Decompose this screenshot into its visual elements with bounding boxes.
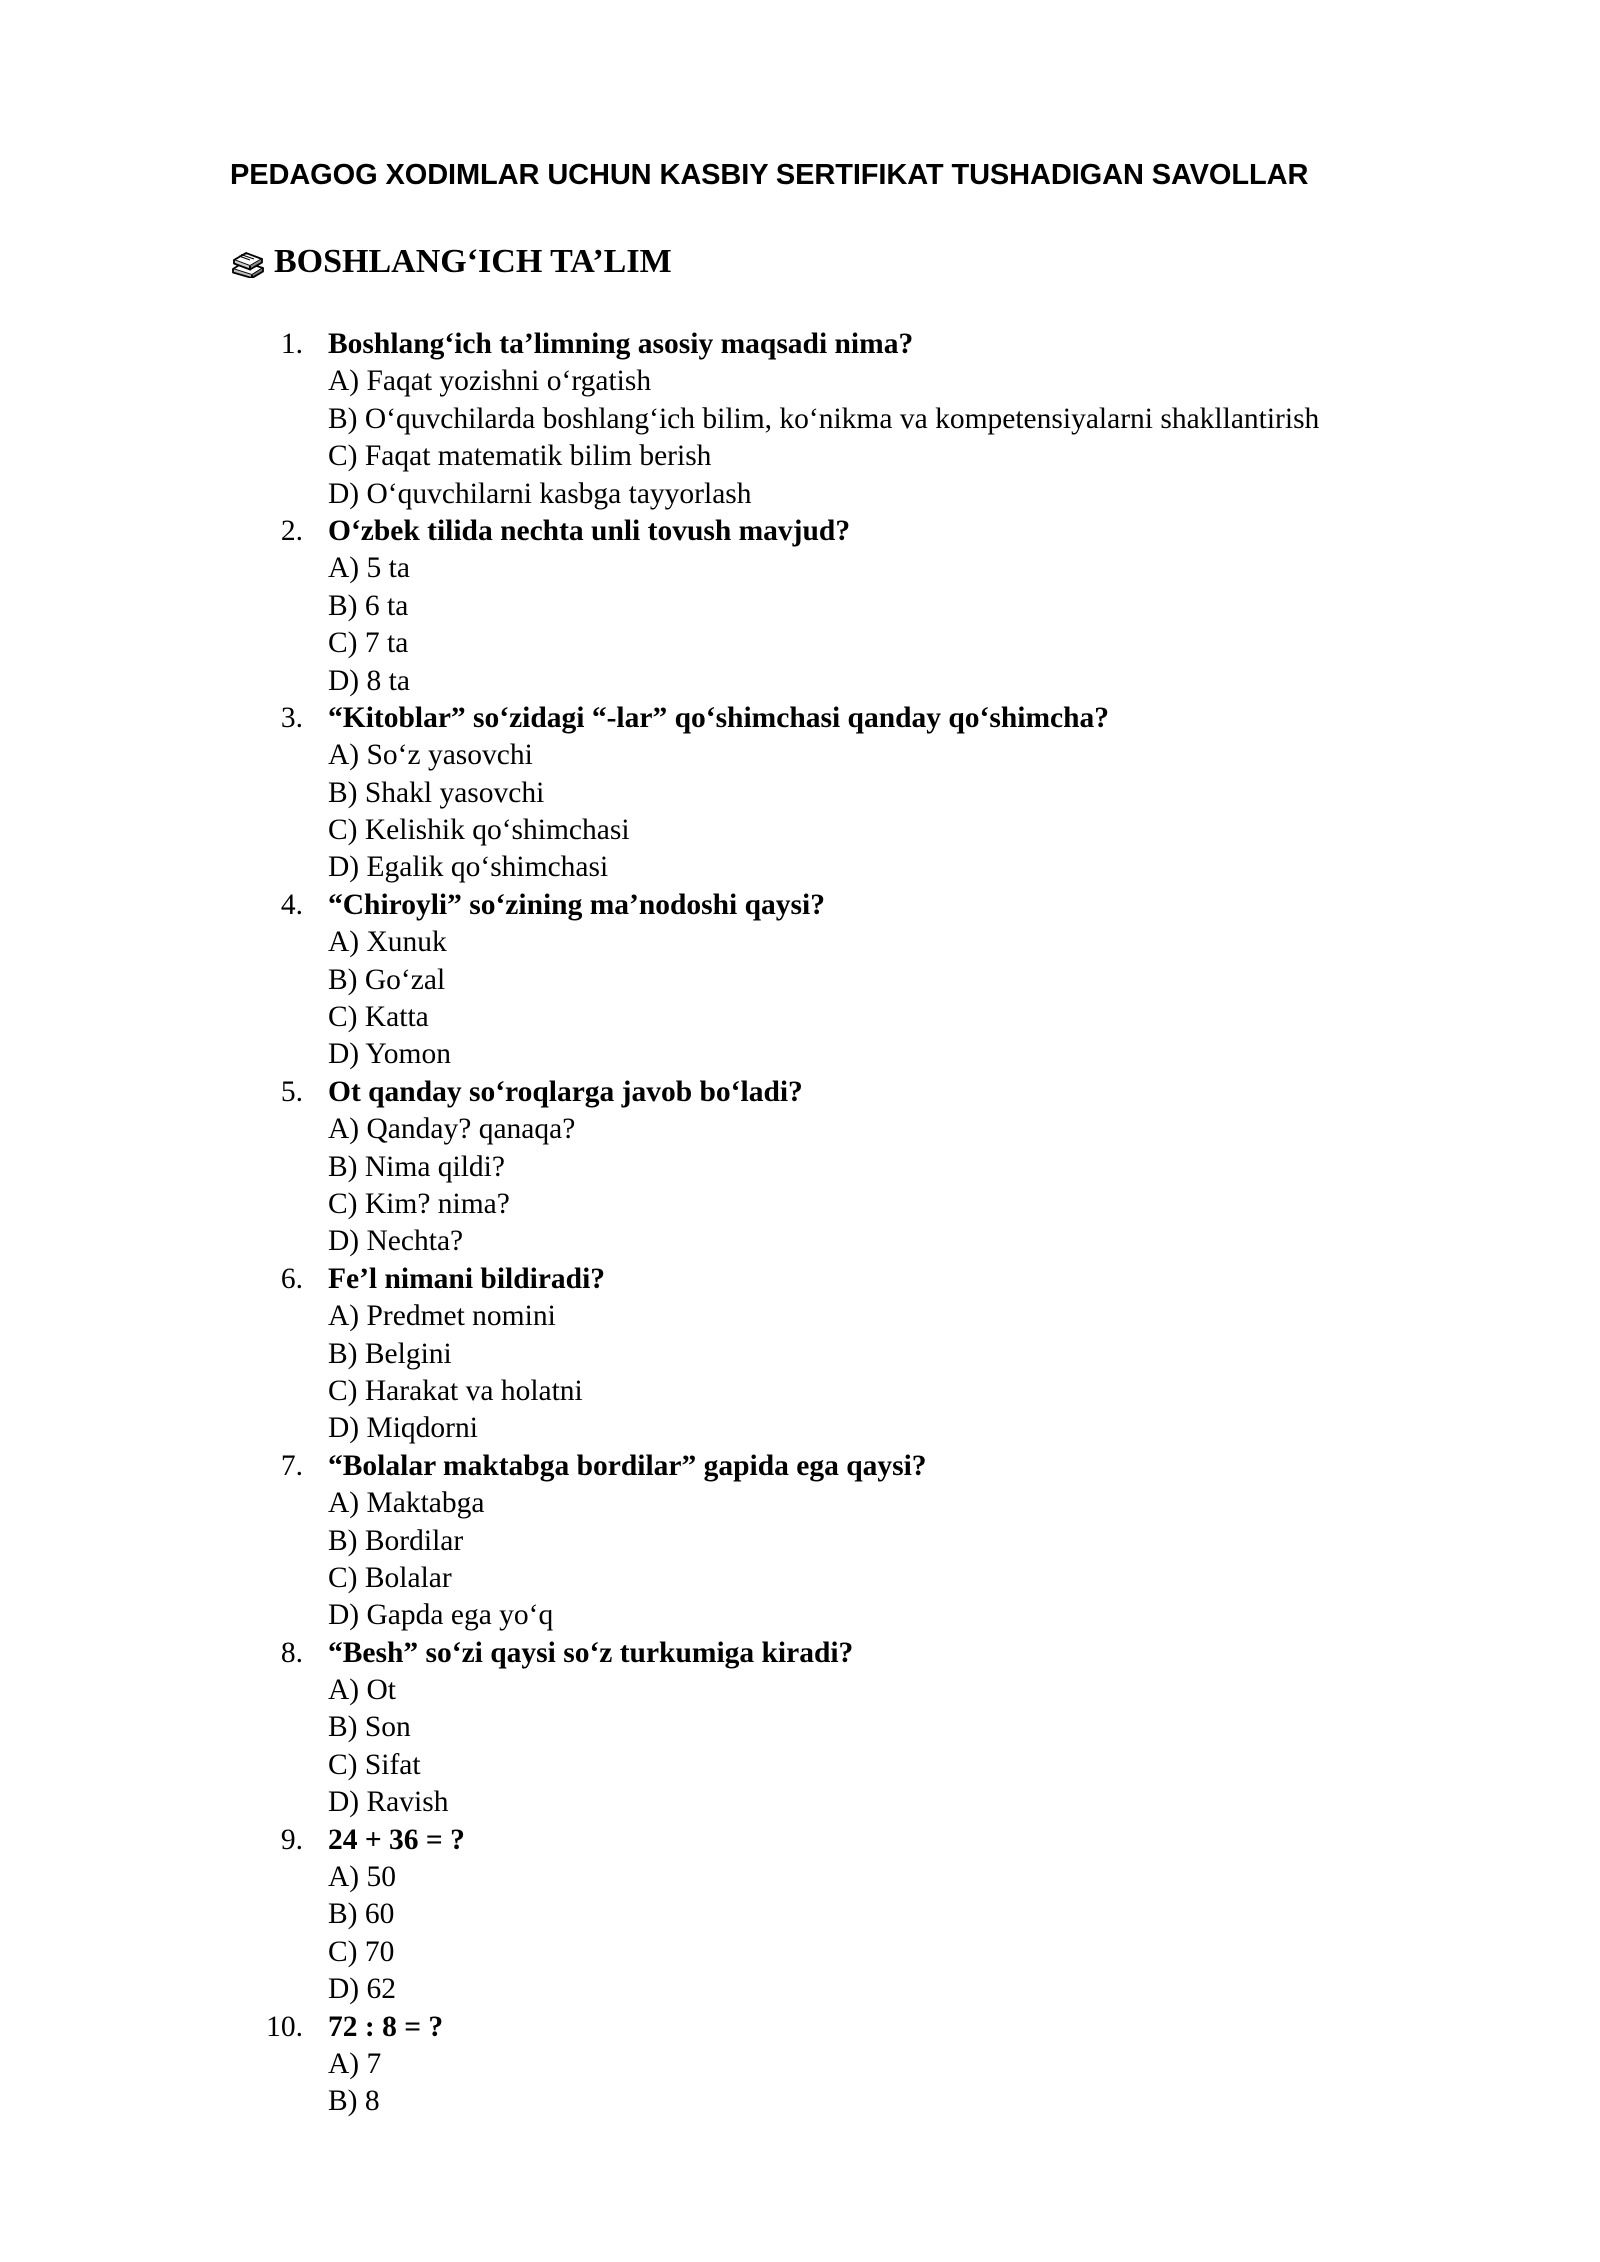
- answer-option: D) O‘quvchilarni kasbga tayyorlash: [328, 477, 752, 510]
- answer-option: B) O‘quvchilarda boshlang‘ich bilim, ko‘nikma va kompetensiyalarni shakllantirish: [328, 402, 1320, 435]
- answer-option: D) Nechta?: [328, 1225, 464, 1258]
- answer-option: D) Yomon: [328, 1038, 451, 1071]
- answer-option: C) Kim? nima?: [328, 1187, 510, 1220]
- answer-option: A) Faqat yozishni o‘rgatish: [328, 365, 652, 398]
- question-text: “Bolalar maktabga bordilar” gapida ega qaysi?: [328, 1449, 927, 1482]
- question-item: [0, 2009, 1600, 2121]
- answer-option: B) Belgini: [328, 1337, 452, 1370]
- question-item: [0, 1822, 1600, 2009]
- answer-option: C) Katta: [328, 1001, 429, 1034]
- answer-option: B) 60: [328, 1898, 395, 1931]
- question-text: Boshlang‘ich ta’limning asosiy maqsadi nima?: [328, 328, 914, 360]
- answer-option: B) Go‘zal: [328, 963, 446, 996]
- answer-option: D) Egalik qo‘shimchasi: [328, 851, 609, 884]
- answer-option: C) 70: [328, 1935, 395, 1968]
- question-text: Ot qanday so‘roqlarga javob bo‘ladi?: [328, 1075, 803, 1108]
- question-text: “Besh” so‘zi qaysi so‘z turkumiga kiradi?: [328, 1636, 854, 1669]
- answer-option: C) Sifat: [328, 1748, 421, 1781]
- answer-option: A) 5 ta: [328, 552, 410, 585]
- answer-option: D) Miqdorni: [328, 1412, 478, 1445]
- question-number: 7.: [280, 1449, 303, 1482]
- answer-option: C) Bolalar: [328, 1561, 452, 1594]
- document-title: PEDAGOG XODIMLAR UCHUN KASBIY SERTIFIKAT TUSHADIGAN SAVOLLAR: [230, 159, 1309, 191]
- question-item: [0, 513, 1600, 700]
- question-item: [0, 1448, 1600, 1635]
- question-number: 2.: [280, 514, 303, 547]
- answer-option: A) 7: [328, 2047, 382, 2080]
- question-number: 6.: [280, 1262, 303, 1295]
- question-text: “Chiroyli” so‘zining ma’nodoshi qaysi?: [328, 888, 825, 921]
- question-item: [0, 1261, 1600, 1448]
- section-heading: [230, 240, 672, 284]
- answer-option: B) Shakl yasovchi: [328, 776, 545, 809]
- answer-option: A) Qanday? qanaqa?: [328, 1113, 576, 1146]
- question-number: 9.: [280, 1823, 303, 1856]
- question-text: “Kitoblar” so‘zidagi “-lar” qo‘shimchasi qanday qo‘shimcha?: [328, 701, 1110, 734]
- answer-option: A) Xunuk: [328, 926, 447, 959]
- question-text: 24 + 36 = ?: [328, 1823, 465, 1856]
- answer-option: A) Ot: [328, 1674, 397, 1707]
- answer-option: D) 62: [328, 1973, 397, 2006]
- question-item: [0, 700, 1600, 887]
- question-text: 72 : 8 = ?: [328, 2010, 444, 2043]
- answer-option: B) Son: [328, 1711, 411, 1744]
- question-item: [0, 1074, 1600, 1261]
- answer-option: D) Gapda ega yo‘q: [328, 1599, 554, 1632]
- answer-option: C) 7 ta: [328, 627, 409, 660]
- answer-option: B) 6 ta: [328, 589, 409, 622]
- question-number: 1.: [280, 328, 303, 360]
- question-number: 10.: [266, 2010, 303, 2043]
- question-number: 5.: [280, 1075, 303, 1108]
- answer-option: C) Faqat matematik bilim berish: [328, 440, 712, 473]
- answer-option: C) Harakat va holatni: [328, 1374, 583, 1407]
- answer-option: A) So‘z yasovchi: [328, 739, 533, 772]
- question-number: 3.: [280, 701, 303, 734]
- answer-option: C) Kelishik qo‘shimchasi: [328, 814, 630, 847]
- answer-option: A) Maktabga: [328, 1487, 485, 1520]
- question-text: O‘zbek tilida nechta unli tovush mavjud?: [328, 514, 851, 547]
- question-text: Fe’l nimani bildiradi?: [328, 1262, 606, 1295]
- section-heading-text: BOSHLANG‘ICH TA’LIM: [274, 243, 672, 280]
- answer-option: D) 8 ta: [328, 664, 410, 697]
- answer-option: D) Ravish: [328, 1786, 449, 1819]
- question-list: [0, 326, 1600, 2121]
- question-item: [0, 1635, 1600, 1822]
- books-icon: [230, 246, 266, 276]
- question-item: [0, 326, 1600, 513]
- answer-option: B) Nima qildi?: [328, 1150, 505, 1183]
- answer-option: B) 8: [328, 2085, 380, 2118]
- answer-option: B) Bordilar: [328, 1524, 464, 1557]
- answer-option: A) 50: [328, 1861, 397, 1894]
- question-item: [0, 887, 1600, 1074]
- answer-option: A) Predmet nomini: [328, 1300, 556, 1333]
- question-number: 4.: [280, 888, 303, 921]
- question-number: 8.: [280, 1636, 303, 1669]
